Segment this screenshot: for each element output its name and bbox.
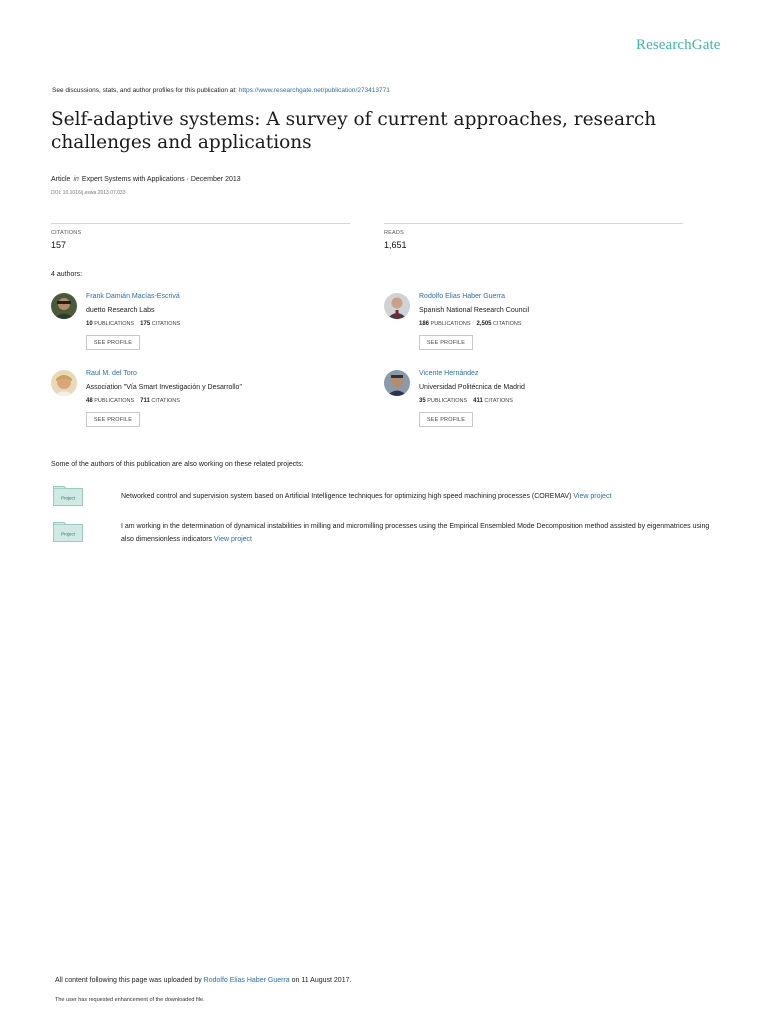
reads-count: 1,651: [384, 240, 407, 250]
upload-prefix: All content following this page was uploaded by: [55, 977, 202, 984]
divider-citations: [51, 223, 350, 224]
citations-label: CITATIONS: [493, 321, 522, 327]
author-stats: [86, 321, 180, 327]
author-name[interactable]: Frank Damián Macías-Escrivá: [86, 293, 180, 300]
avatar[interactable]: [51, 370, 77, 396]
project-icon-label: Project: [60, 495, 76, 501]
citations-count: 711: [140, 398, 150, 404]
project-icon[interactable]: [53, 522, 83, 542]
project-text: Networked control and supervision system based on Artificial Intelligence techniques for optimizing high speed machining processes (COREMAV): [121, 493, 572, 500]
project-description: [121, 490, 721, 503]
article-meta: [51, 176, 241, 183]
avatar[interactable]: [51, 293, 77, 319]
reads-label: READS: [384, 230, 404, 236]
project-description: [121, 520, 721, 546]
enhancement-note: The user has requested enhancement of the downloaded file.: [55, 997, 205, 1003]
project-icon-label: Project: [60, 531, 76, 537]
author-name[interactable]: Raul M. del Toro: [86, 370, 137, 377]
author-card: [384, 370, 684, 440]
citations-label: CITATIONS: [51, 230, 82, 236]
upload-notice: [55, 977, 351, 984]
publications-label: PUBLICATIONS: [430, 321, 471, 327]
upload-date: on 11 August 2017.: [291, 977, 352, 984]
citations-count: 2,505: [476, 321, 492, 327]
author-name[interactable]: Rodolfo Elias Haber Guerra: [419, 293, 505, 300]
see-profile-button[interactable]: SEE PROFILE: [419, 412, 473, 427]
avatar[interactable]: [384, 293, 410, 319]
project-text: I am working in the determination of dynamical instabilities in milling and micromilling processes using the Empirical Ensembled Mode Decomposition method assisted by eigenmatrices using also dimensionless indicators: [121, 523, 710, 543]
author-affiliation: duetto Research Labs: [86, 307, 155, 314]
publications-label: PUBLICATIONS: [427, 398, 468, 404]
view-project-link[interactable]: View project: [573, 493, 612, 500]
citations-label: CITATIONS: [151, 398, 180, 404]
publications-label: PUBLICATIONS: [94, 321, 135, 327]
discussion-prefix: See discussions, stats, and author profiles for this publication at:: [52, 87, 237, 94]
discussion-notice: [52, 87, 390, 94]
author-card: [384, 293, 684, 363]
publication-title: Self-adaptive systems: A survey of current approaches, research challenges and applications: [51, 109, 657, 153]
avatar[interactable]: [384, 370, 410, 396]
view-project-link[interactable]: View project: [214, 536, 253, 543]
author-stats: [419, 321, 522, 327]
publications-label: PUBLICATIONS: [94, 398, 135, 404]
related-projects-heading: Some of the authors of this publication are also working on these related projects:: [51, 461, 304, 468]
see-profile-button[interactable]: SEE PROFILE: [86, 412, 140, 427]
doi: DOI: 10.1016/j.eswa.2013.07.033: [51, 190, 126, 196]
citations-count: 411: [473, 398, 483, 404]
divider-reads: [384, 223, 683, 224]
publications-count: 48: [86, 398, 93, 404]
see-profile-button[interactable]: SEE PROFILE: [419, 335, 473, 350]
author-card: [51, 293, 351, 363]
article-type: Article: [51, 176, 71, 183]
citations-count: 157: [51, 240, 67, 250]
author-card: [51, 370, 351, 440]
citations-label: CITATIONS: [484, 398, 513, 404]
see-profile-button[interactable]: SEE PROFILE: [86, 335, 140, 350]
citations-label: CITATIONS: [151, 321, 181, 327]
author-affiliation: Universidad Politécnica de Madrid: [419, 384, 525, 391]
publication-url-link[interactable]: https://www.researchgate.net/publication/273413771: [238, 87, 390, 94]
publications-count: 35: [419, 398, 426, 404]
article-in: in: [73, 176, 79, 183]
authors-heading: 4 authors:: [51, 271, 83, 278]
author-affiliation: Association "Vía Smart Investigación y Desarrollo": [86, 384, 242, 391]
uploader-link[interactable]: Rodolfo Elias Haber Guerra: [203, 977, 290, 984]
project-icon[interactable]: [53, 486, 83, 506]
author-stats: [86, 398, 180, 404]
journal-name[interactable]: Expert Systems with Applications · December 2013: [81, 176, 241, 183]
publications-count: 186: [419, 321, 430, 327]
publications-count: 10: [86, 321, 93, 327]
author-name[interactable]: Vicente Hernández: [419, 370, 479, 377]
citations-count: 175: [140, 321, 151, 327]
researchgate-logo[interactable]: ResearchGate: [636, 37, 721, 53]
author-affiliation: Spanish National Research Council: [419, 307, 530, 314]
author-stats: [419, 398, 513, 404]
